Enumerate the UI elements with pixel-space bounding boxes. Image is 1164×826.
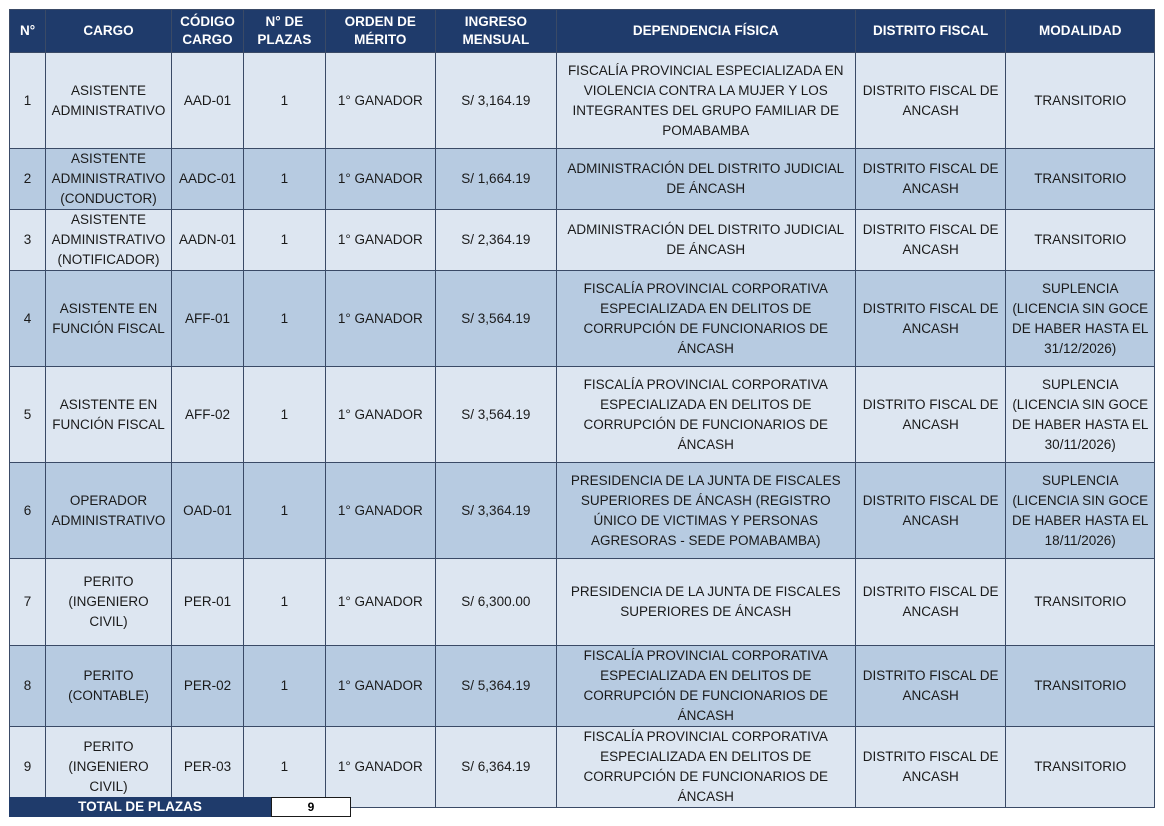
cell-distrito: DISTRITO FISCAL DE ANCASH [855, 559, 1006, 646]
cell-orden: 1° GANADOR [325, 646, 435, 727]
cell-plazas: 1 [244, 727, 325, 808]
header-distrito: DISTRITO FISCAL [855, 10, 1006, 53]
cell-modalidad: TRANSITORIO [1006, 210, 1155, 271]
cell-num: 8 [10, 646, 46, 727]
cell-dependencia: PRESIDENCIA DE LA JUNTA DE FISCALES SUPERIORES DE ÁNCASH (REGISTRO ÚNICO DE VICTIMAS Y PERSONAS AGRESORAS - SEDE POMABAMBA) [556, 463, 855, 559]
cell-modalidad: SUPLENCIA (LICENCIA SIN GOCE DE HABER HASTA EL 18/11/2026) [1006, 463, 1155, 559]
cell-dependencia: FISCALÍA PROVINCIAL ESPECIALIZADA EN VIOLENCIA CONTRA LA MUJER Y LOS INTEGRANTES DEL GRUPO FAMILIAR DE POMABAMBA [556, 53, 855, 149]
cell-plazas: 1 [244, 646, 325, 727]
cell-cargo: ASISTENTE EN FUNCIÓN FISCAL [46, 271, 172, 367]
table-row [10, 727, 1155, 808]
cell-num: 4 [10, 271, 46, 367]
total-label: TOTAL DE PLAZAS [9, 797, 271, 817]
cell-codigo: OAD-01 [171, 463, 243, 559]
table-row [10, 149, 1155, 210]
cell-cargo: PERITO (INGENIERO CIVIL) [46, 727, 172, 808]
cell-codigo: PER-01 [171, 559, 243, 646]
cell-codigo: PER-02 [171, 646, 243, 727]
cell-distrito: DISTRITO FISCAL DE ANCASH [855, 53, 1006, 149]
cell-cargo: PERITO (INGENIERO CIVIL) [46, 559, 172, 646]
cell-dependencia: FISCALÍA PROVINCIAL CORPORATIVA ESPECIALIZADA EN DELITOS DE CORRUPCIÓN DE FUNCIONARIOS DE ÁNCASH [556, 367, 855, 463]
header-row [10, 10, 1155, 53]
cell-plazas: 1 [244, 271, 325, 367]
header-ingreso: INGRESO MENSUAL [435, 10, 556, 53]
cell-codigo: PER-03 [171, 727, 243, 808]
cell-distrito: DISTRITO FISCAL DE ANCASH [855, 727, 1006, 808]
cell-ingreso: S/ 3,364.19 [435, 463, 556, 559]
cell-modalidad: TRANSITORIO [1006, 727, 1155, 808]
table-row [10, 559, 1155, 646]
cell-ingreso: S/ 2,364.19 [435, 210, 556, 271]
cell-modalidad: TRANSITORIO [1006, 53, 1155, 149]
cell-cargo: ASISTENTE ADMINISTRATIVO (NOTIFICADOR) [46, 210, 172, 271]
cell-dependencia: FISCALÍA PROVINCIAL CORPORATIVA ESPECIALIZADA EN DELITOS DE CORRUPCIÓN DE FUNCIONARIOS DE ÁNCASH [556, 271, 855, 367]
cell-orden: 1° GANADOR [325, 271, 435, 367]
cell-distrito: DISTRITO FISCAL DE ANCASH [855, 210, 1006, 271]
header-plazas: N° DE PLAZAS [244, 10, 325, 53]
cell-cargo: ASISTENTE EN FUNCIÓN FISCAL [46, 367, 172, 463]
cell-plazas: 1 [244, 149, 325, 210]
cell-orden: 1° GANADOR [325, 210, 435, 271]
total-value: 9 [271, 797, 351, 817]
header-cargo: CARGO [46, 10, 172, 53]
cell-codigo: AADC-01 [171, 149, 243, 210]
cell-dependencia: ADMINISTRACIÓN DEL DISTRITO JUDICIAL DE ÁNCASH [556, 210, 855, 271]
table-row [10, 53, 1155, 149]
cell-modalidad: TRANSITORIO [1006, 559, 1155, 646]
cell-ingreso: S/ 3,164.19 [435, 53, 556, 149]
cell-num: 7 [10, 559, 46, 646]
cell-codigo: AADN-01 [171, 210, 243, 271]
cell-cargo: ASISTENTE ADMINISTRATIVO (CONDUCTOR) [46, 149, 172, 210]
cell-codigo: AFF-02 [171, 367, 243, 463]
cell-ingreso: S/ 6,364.19 [435, 727, 556, 808]
cell-orden: 1° GANADOR [325, 727, 435, 808]
cell-plazas: 1 [244, 463, 325, 559]
cell-distrito: DISTRITO FISCAL DE ANCASH [855, 646, 1006, 727]
cell-ingreso: S/ 1,664.19 [435, 149, 556, 210]
cell-modalidad: SUPLENCIA (LICENCIA SIN GOCE DE HABER HASTA EL 30/11/2026) [1006, 367, 1155, 463]
cell-num: 9 [10, 727, 46, 808]
cell-cargo: PERITO (CONTABLE) [46, 646, 172, 727]
plazas-table [9, 9, 1155, 808]
cell-orden: 1° GANADOR [325, 463, 435, 559]
cell-num: 2 [10, 149, 46, 210]
cell-num: 6 [10, 463, 46, 559]
cell-plazas: 1 [244, 53, 325, 149]
cell-codigo: AFF-01 [171, 271, 243, 367]
cell-distrito: DISTRITO FISCAL DE ANCASH [855, 463, 1006, 559]
table-row [10, 271, 1155, 367]
cell-plazas: 1 [244, 559, 325, 646]
cell-codigo: AAD-01 [171, 53, 243, 149]
cell-dependencia: FISCALÍA PROVINCIAL CORPORATIVA ESPECIALIZADA EN DELITOS DE CORRUPCIÓN DE FUNCIONARIOS DE ÁNCASH [556, 727, 855, 808]
cell-ingreso: S/ 6,300.00 [435, 559, 556, 646]
table-row [10, 367, 1155, 463]
cell-num: 3 [10, 210, 46, 271]
header-num: N° [10, 10, 46, 53]
cell-orden: 1° GANADOR [325, 367, 435, 463]
cell-distrito: DISTRITO FISCAL DE ANCASH [855, 149, 1006, 210]
cell-distrito: DISTRITO FISCAL DE ANCASH [855, 271, 1006, 367]
table-row [10, 646, 1155, 727]
cell-orden: 1° GANADOR [325, 53, 435, 149]
cell-orden: 1° GANADOR [325, 559, 435, 646]
cell-modalidad: TRANSITORIO [1006, 149, 1155, 210]
cell-dependencia: PRESIDENCIA DE LA JUNTA DE FISCALES SUPERIORES DE ÁNCASH [556, 559, 855, 646]
cell-plazas: 1 [244, 367, 325, 463]
table-row [10, 463, 1155, 559]
table-row [10, 210, 1155, 271]
cell-ingreso: S/ 5,364.19 [435, 646, 556, 727]
cell-plazas: 1 [244, 210, 325, 271]
cell-modalidad: TRANSITORIO [1006, 646, 1155, 727]
cell-distrito: DISTRITO FISCAL DE ANCASH [855, 367, 1006, 463]
cell-num: 5 [10, 367, 46, 463]
header-dependencia: DEPENDENCIA FÍSICA [556, 10, 855, 53]
cell-orden: 1° GANADOR [325, 149, 435, 210]
header-codigo: CÓDIGO CARGO [171, 10, 243, 53]
cell-ingreso: S/ 3,564.19 [435, 271, 556, 367]
cell-ingreso: S/ 3,564.19 [435, 367, 556, 463]
cell-num: 1 [10, 53, 46, 149]
cell-cargo: OPERADOR ADMINISTRATIVO [46, 463, 172, 559]
header-orden: ORDEN DE MÉRITO [325, 10, 435, 53]
cell-modalidad: SUPLENCIA (LICENCIA SIN GOCE DE HABER HASTA EL 31/12/2026) [1006, 271, 1155, 367]
cell-cargo: ASISTENTE ADMINISTRATIVO [46, 53, 172, 149]
cell-dependencia: ADMINISTRACIÓN DEL DISTRITO JUDICIAL DE ÁNCASH [556, 149, 855, 210]
cell-dependencia: FISCALÍA PROVINCIAL CORPORATIVA ESPECIALIZADA EN DELITOS DE CORRUPCIÓN DE FUNCIONARIOS DE ÁNCASH [556, 646, 855, 727]
header-modalidad: MODALIDAD [1006, 10, 1155, 53]
